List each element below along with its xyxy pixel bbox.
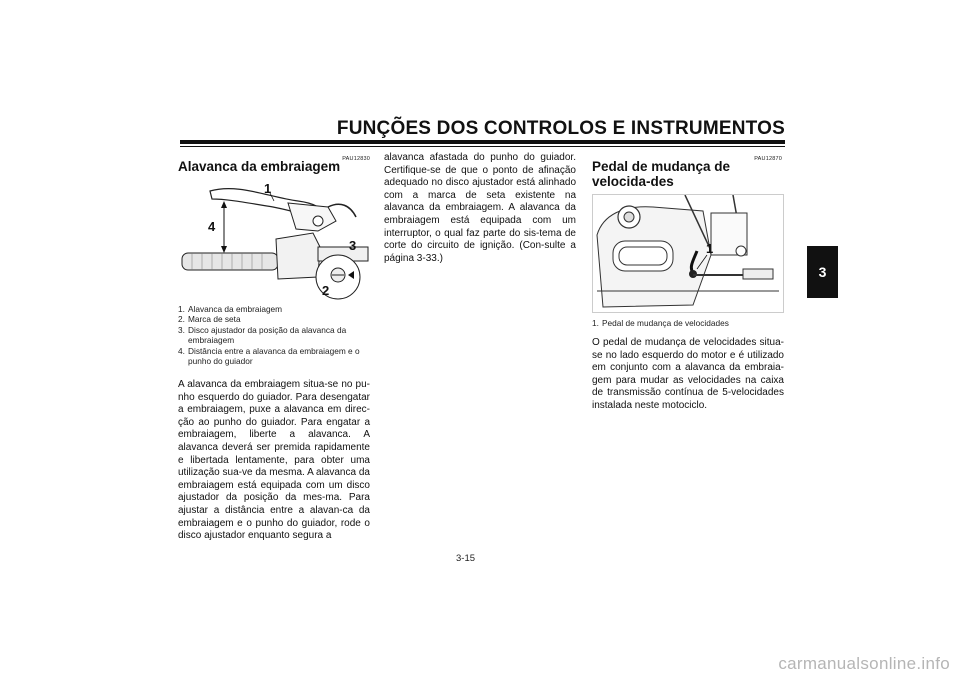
figure-label-1: 1 <box>264 181 272 196</box>
section-title-shift-pedal: Pedal de mudança de velocida-des <box>592 159 731 189</box>
section-title-clutch-lever: Alavanca da embraiagem <box>178 159 341 174</box>
shift-figure-captions <box>592 318 784 328</box>
page-number: 3-15 <box>456 553 476 564</box>
watermark: carmanualsonline.info <box>778 654 950 673</box>
header-rule-thin <box>180 146 785 147</box>
shift-pedal-figure <box>592 194 784 313</box>
caption-item: 1. Alavanca da embraiagem <box>178 304 283 314</box>
shift-pedal-body-text: O pedal de mudança de velocidades situa-se no lado esquerdo do motor e é utilizado em conjunto com a alavanca da embraia-gem para mudar as velocidades na caixa de transmissão contínua de 5-velocidades instalada neste motociclo. <box>592 337 784 411</box>
clutch-lever-illustration <box>178 177 370 300</box>
figure-label-4: 4 <box>208 219 216 234</box>
clutch-figure-captions <box>178 304 370 366</box>
header-rule-thick <box>180 140 785 144</box>
caption-item: 1. Pedal de mudança de velocidades <box>592 318 729 328</box>
figure-label-1: 1 <box>706 241 714 256</box>
shift-pedal-illustration <box>593 195 783 312</box>
chapter-tab <box>807 246 838 298</box>
chapter-tab-label: 3 <box>818 264 827 280</box>
figure-label-2: 2 <box>322 283 330 298</box>
caption-item: 4. Distância entre a alavanca da embraiagem e o punho do guiador <box>178 345 360 367</box>
page-header-title: FUNÇÕES DOS CONTROLOS E INSTRUMENTOS <box>336 118 785 139</box>
clutch-body-continued: alavanca afastada do punho do guiador. Certifique-se de que o ponto de afinação adequado no disco ajustador está alinhado com a marca de seta existente na alavanca da embraiagem. A alavanca da embraiagem está equipada com um interruptor, o qual faz parte do sis-tema de corte do circuito de ignição. (Con-sulte a página 3-33.) <box>384 152 576 264</box>
caption-item: 2. Marca de seta <box>178 314 241 325</box>
section-code-left: PAU12830 <box>342 156 370 162</box>
clutch-lever-figure <box>178 177 370 300</box>
caption-item: 3. Disco ajustador da posição da alavanca da embraiagem <box>178 324 347 346</box>
clutch-body-text: A alavanca da embraiagem situa-se no pu-nho esquerdo do guiador. Para desengatar a embraiagem, puxe a alavanca em direc-ção ao punho do guiador. Para engatar a embraiagem, liberte a alavanca. A alavanca deverá ser premida rapidamente e libertada lentamente, para obter uma utilização sua-ve da mesma. A alavanca da embraiagem está equipada com um disco ajustador da posição da mes-ma. Para ajustar a distância entre a alavan-ca da embraiagem e o punho do guiador, rode o disco ajustador enquanto segura a <box>178 379 370 542</box>
figure-label-3: 3 <box>349 238 357 253</box>
section-code-right: PAU12870 <box>754 156 782 162</box>
